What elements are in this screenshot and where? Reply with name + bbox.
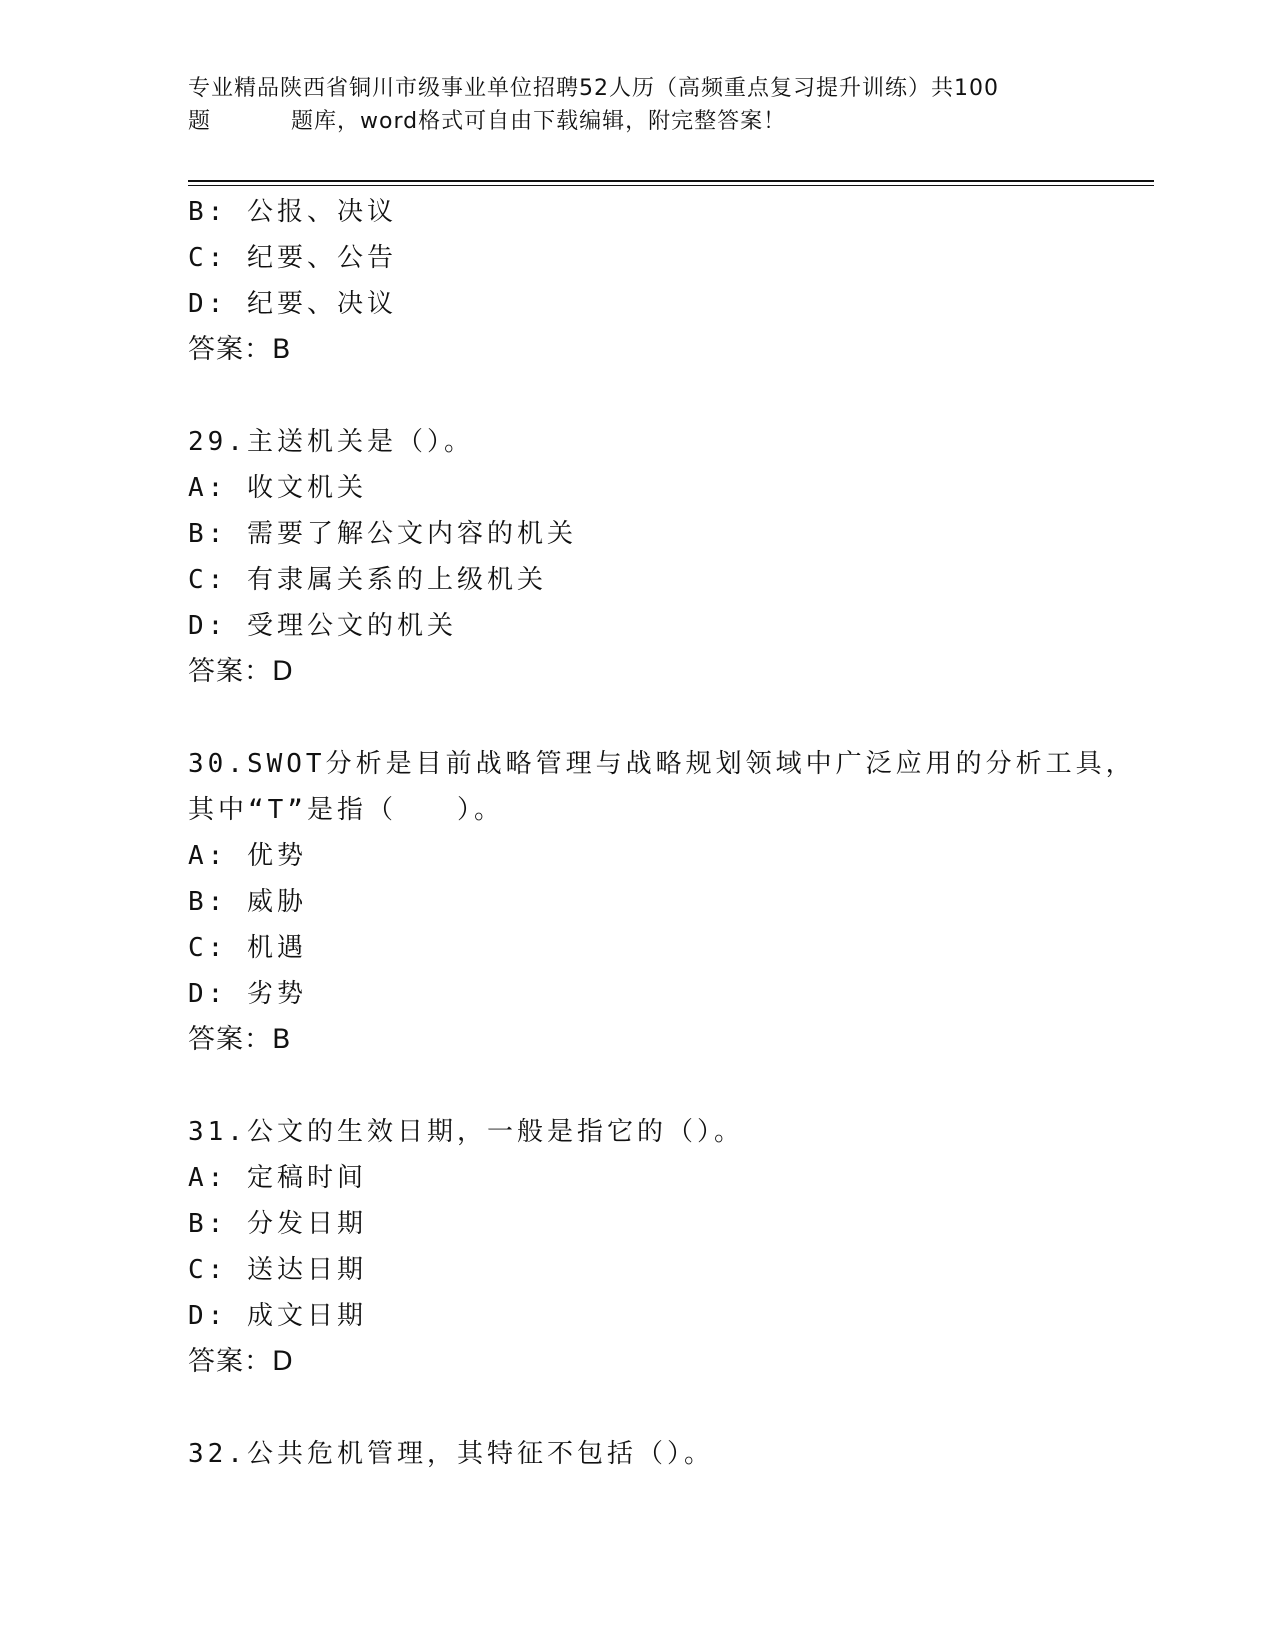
option-d: D: 纪要、决议 [188,289,397,319]
option-d: D: 受理公文的机关 [188,611,457,641]
question-block-32 [188,1431,1148,1477]
question-text: 31.公文的生效日期，一般是指它的（）。 [188,1117,744,1147]
option-c: C: 纪要、公告 [188,243,397,273]
answer-text: 答案：D [188,1346,294,1377]
option-b: B: 公报、决议 [188,197,397,227]
header-title-line2-start: 题 [188,109,212,134]
header-rule-thick [188,180,1154,182]
question-text-line2: 其中“T”是指（ ）。 [188,795,504,825]
header-title-line2 [188,105,1088,138]
question-block-31 [188,1109,1148,1385]
option-a: A: 收文机关 [188,473,367,503]
question-block-30 [188,741,1148,1063]
option-c: C: 机遇 [188,933,307,963]
header-rule-thin [188,185,1154,186]
header-title-line2-rest: 题库，word格式可自由下载编辑，附完整答案！ [291,109,787,134]
option-b: B: 威胁 [188,887,307,917]
question-text: 29.主送机关是（）。 [188,427,474,457]
option-b: B: 需要了解公文内容的机关 [188,519,577,549]
question-text-line1: 30.SWOT分析是目前战略管理与战略规划领域中广泛应用的分析工具， [188,749,1136,779]
answer-text: 答案：B [188,1024,292,1055]
question-block-28 [188,189,1148,373]
option-c: C: 有隶属关系的上级机关 [188,565,547,595]
option-c: C: 送达日期 [188,1255,367,1285]
answer-text: 答案：D [188,656,294,687]
question-list [188,189,1148,1477]
answer-text: 答案：B [188,334,292,365]
option-a: A: 定稿时间 [188,1163,367,1193]
question-text: 32.公共危机管理，其特征不包括（）。 [188,1439,714,1469]
option-b: B: 分发日期 [188,1209,367,1239]
option-a: A: 优势 [188,841,307,871]
header-title-line1: 专业精品陕西省铜川市级事业单位招聘52人历（高频重点复习提升训练）共100 [188,76,999,101]
option-d: D: 劣势 [188,979,307,1009]
page-header [188,72,1088,138]
option-d: D: 成文日期 [188,1301,367,1331]
question-block-29 [188,419,1148,695]
